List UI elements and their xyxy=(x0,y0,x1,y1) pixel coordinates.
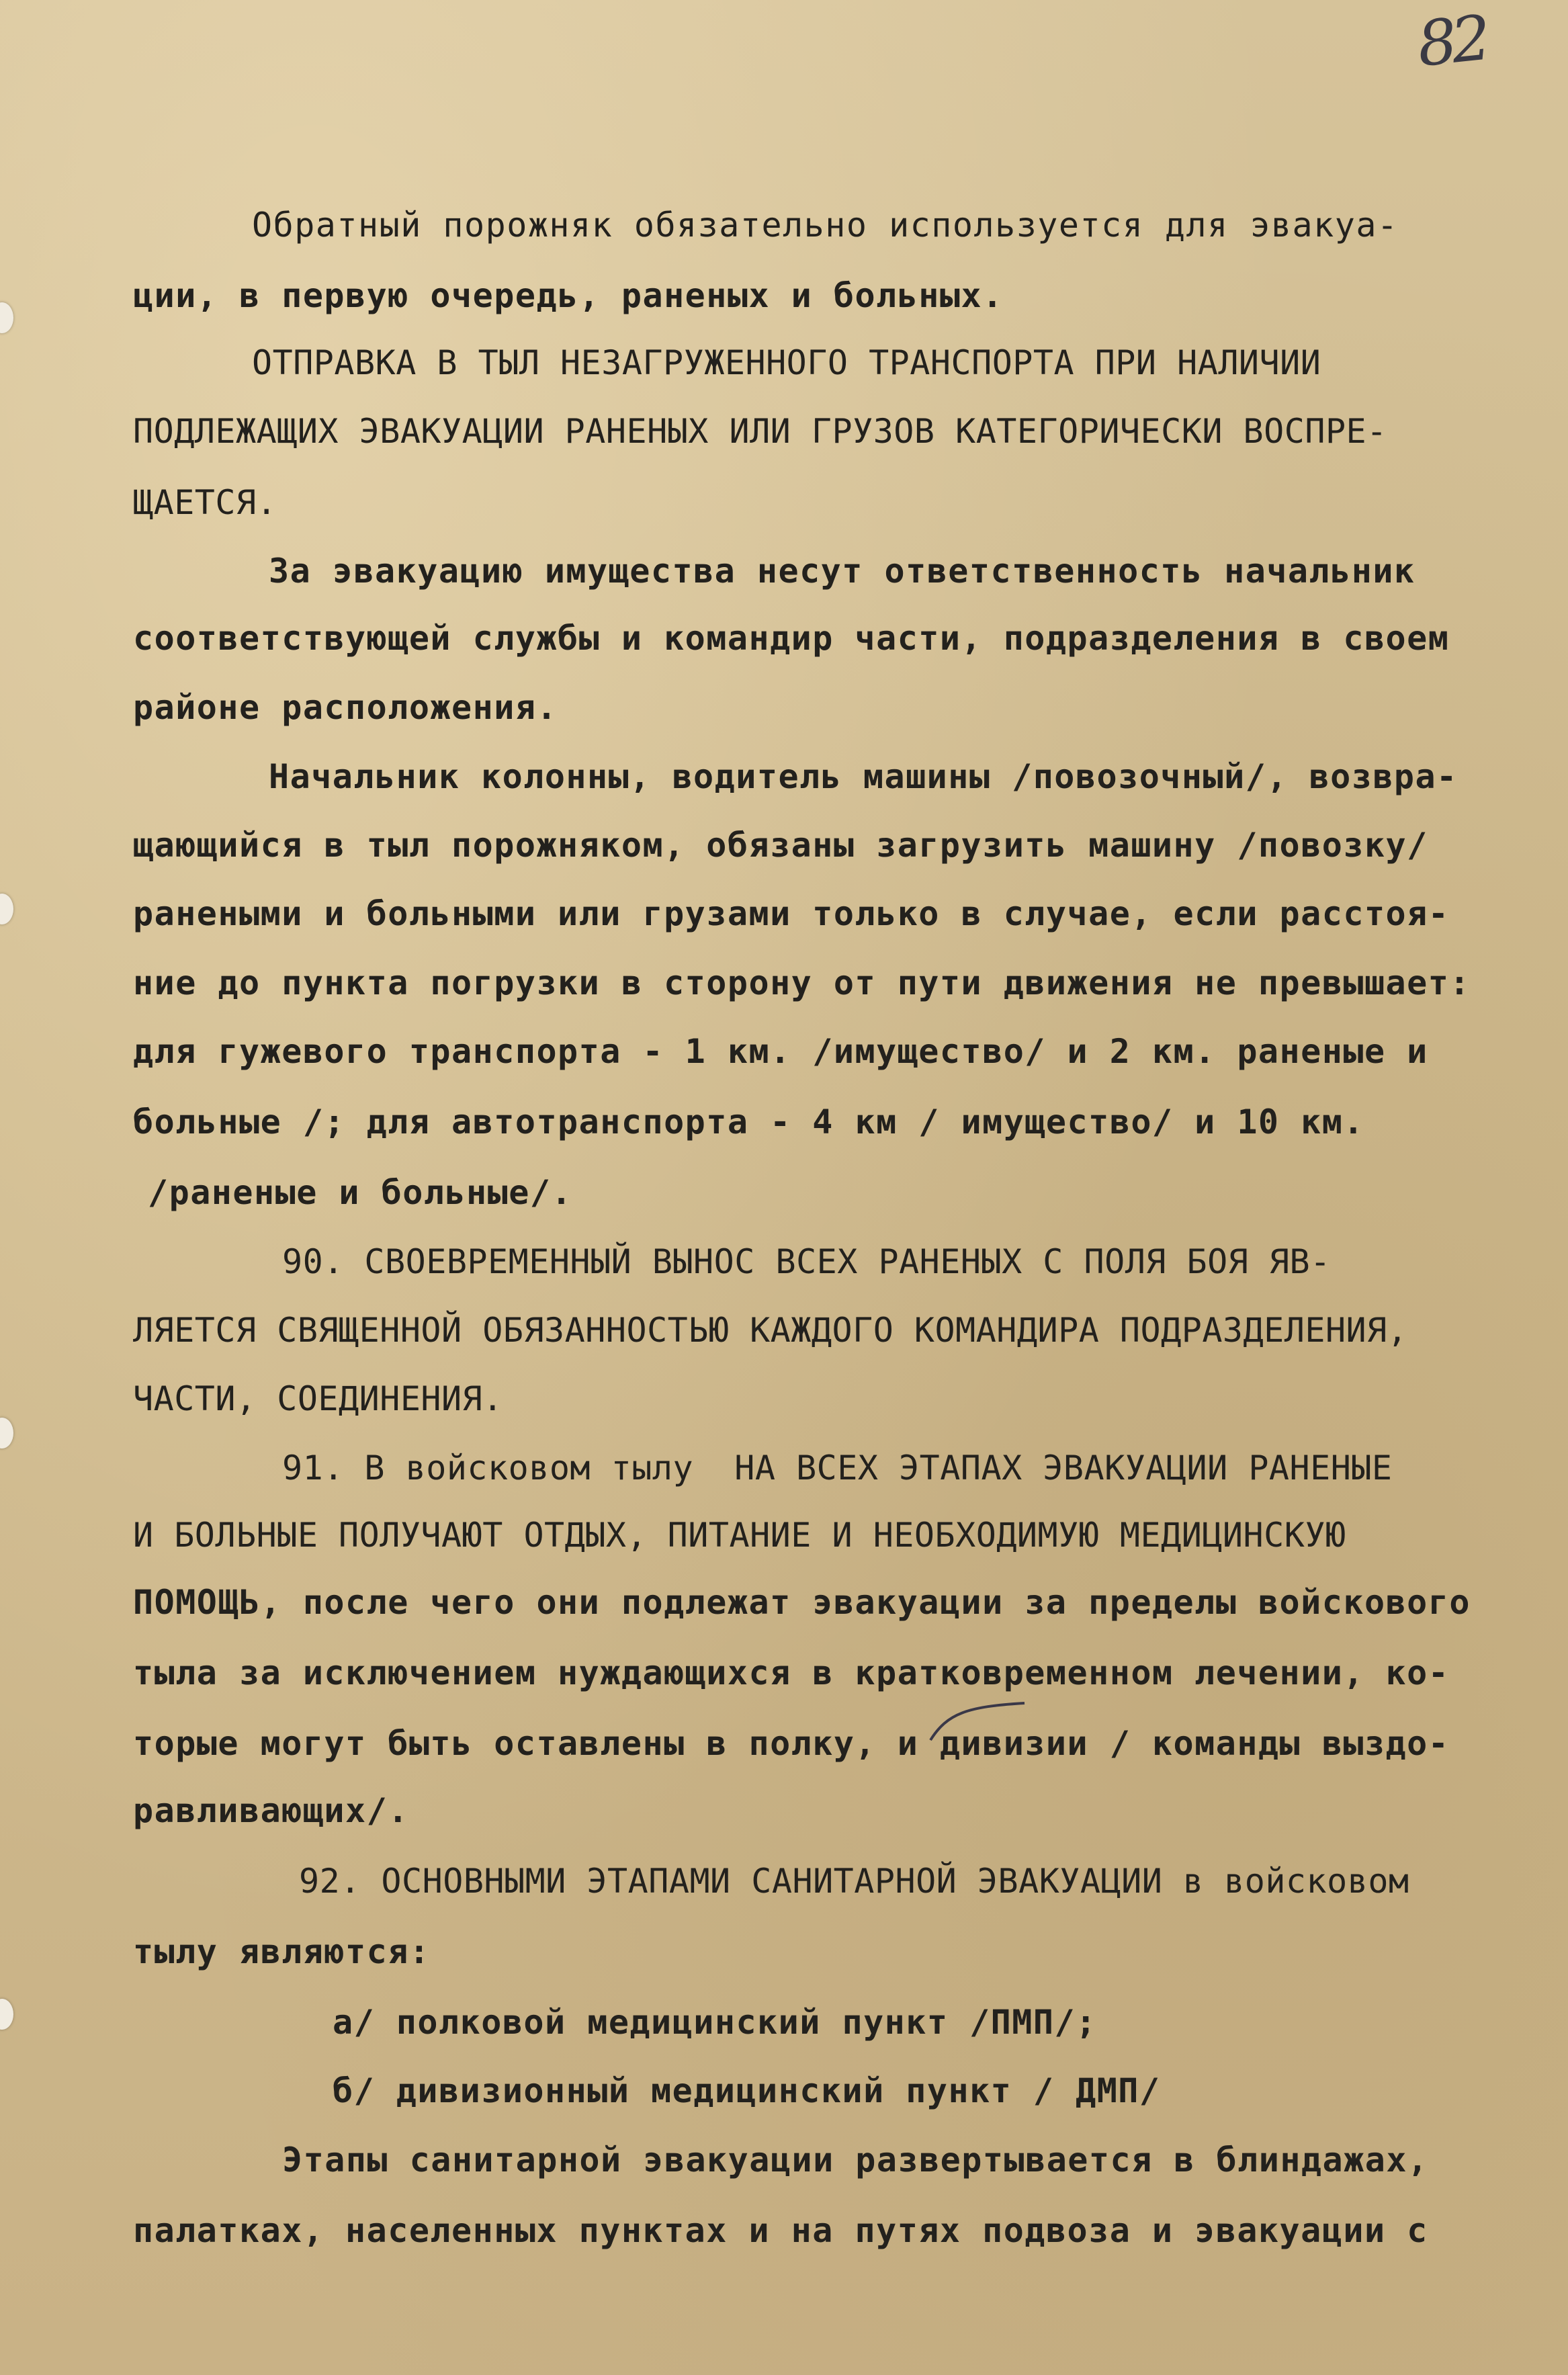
text-line: ние до пункта погрузки в сторону от пути движения не превышает: xyxy=(133,963,1471,1002)
text-line: ЧАСТИ, СОЕДИНЕНИЯ. xyxy=(133,1379,503,1418)
text-line: /раненые и больные/. xyxy=(148,1173,573,1212)
text-line: За эвакуацию имущества несут ответственность начальник xyxy=(269,552,1415,591)
text-line: тыла за исключением нуждающихся в кратковременном лечении, ко- xyxy=(133,1653,1450,1692)
text-line: палатках, населенных пунктах и на путях подвоза и эвакуации с xyxy=(133,2211,1428,2250)
text-line: ранеными и больными или грузами только в случае, если расстоя- xyxy=(133,894,1450,933)
text-line: больные /; для автотранспорта - 4 км / имущество/ и 10 км. xyxy=(133,1103,1364,1141)
text-line: тылу являются: xyxy=(133,1932,431,1971)
text-line: И БОЛЬНЫЕ ПОЛУЧАЮТ ОТДЫХ, ПИТАНИЕ И НЕОБХОДИМУЮ МЕДИЦИНСКУЮ xyxy=(133,1516,1346,1555)
text-line: щающийся в тыл порожняком, обязаны загрузить машину /повозку/ xyxy=(133,826,1428,865)
text-line: торые могут быть оставлены в полку, и дивизии / команды выздо- xyxy=(133,1724,1450,1763)
text-line: ПОМОЩЬ, после чего они подлежат эвакуации за пределы войскового xyxy=(133,1583,1471,1622)
text-line: а/ полковой медицинский пункт /ПМП/; xyxy=(333,2003,1097,2042)
text-line: 90. СВОЕВРЕМЕННЫЙ ВЫНОС ВСЕХ РАНЕНЫХ С ПОЛЯ БОЯ ЯВ- xyxy=(282,1242,1331,1281)
text-line: ЛЯЕТСЯ СВЯЩЕННОЙ ОБЯЗАННОСТЬЮ КАЖДОГО КОМАНДИРА ПОДРАЗДЕЛЕНИЯ, xyxy=(133,1311,1408,1350)
text-line: 91. В войсковом тылу НА ВСЕХ ЭТАПАХ ЭВАКУАЦИИ РАНЕНЫЕ xyxy=(282,1449,1393,1487)
text-line: б/ дивизионный медицинский пункт / ДМП/ xyxy=(333,2071,1161,2110)
text-line: ции, в первую очередь, раненых и больных. xyxy=(133,276,1004,315)
text-line: 92. ОСНОВНЫМИ ЭТАПАМИ САНИТАРНОЙ ЭВАКУАЦИИ в войсковом xyxy=(299,1862,1409,1901)
pen-mark xyxy=(927,1700,1028,1747)
text-line: ОТПРАВКА В ТЫЛ НЕЗАГРУЖЕННОГО ТРАНСПОРТА ПРИ НАЛИЧИИ xyxy=(252,343,1321,382)
text-line: Начальник колонны, водитель машины /повозочный/, возвра- xyxy=(269,757,1458,796)
text-line: равливающих/. xyxy=(133,1791,409,1830)
text-line: Этапы санитарной эвакуации развертывается в блиндажах, xyxy=(282,2141,1429,2179)
text-line: для гужевого транспорта - 1 км. /имущество/ и 2 км. раненые и xyxy=(133,1032,1428,1071)
page-number: 82 xyxy=(1413,2,1489,81)
text-line: соответствующей службы и командир части, подразделения в своем xyxy=(133,619,1450,658)
text-line: районе расположения. xyxy=(133,688,558,727)
text-line: ПОДЛЕЖАЩИХ ЭВАКУАЦИИ РАНЕНЫХ ИЛИ ГРУЗОВ КАТЕГОРИЧЕСКИ ВОСПРЕ- xyxy=(133,412,1387,451)
text-line: Обратный порожняк обязательно используется для эвакуа- xyxy=(252,206,1399,245)
text-line: ЩАЕТСЯ. xyxy=(133,483,277,522)
